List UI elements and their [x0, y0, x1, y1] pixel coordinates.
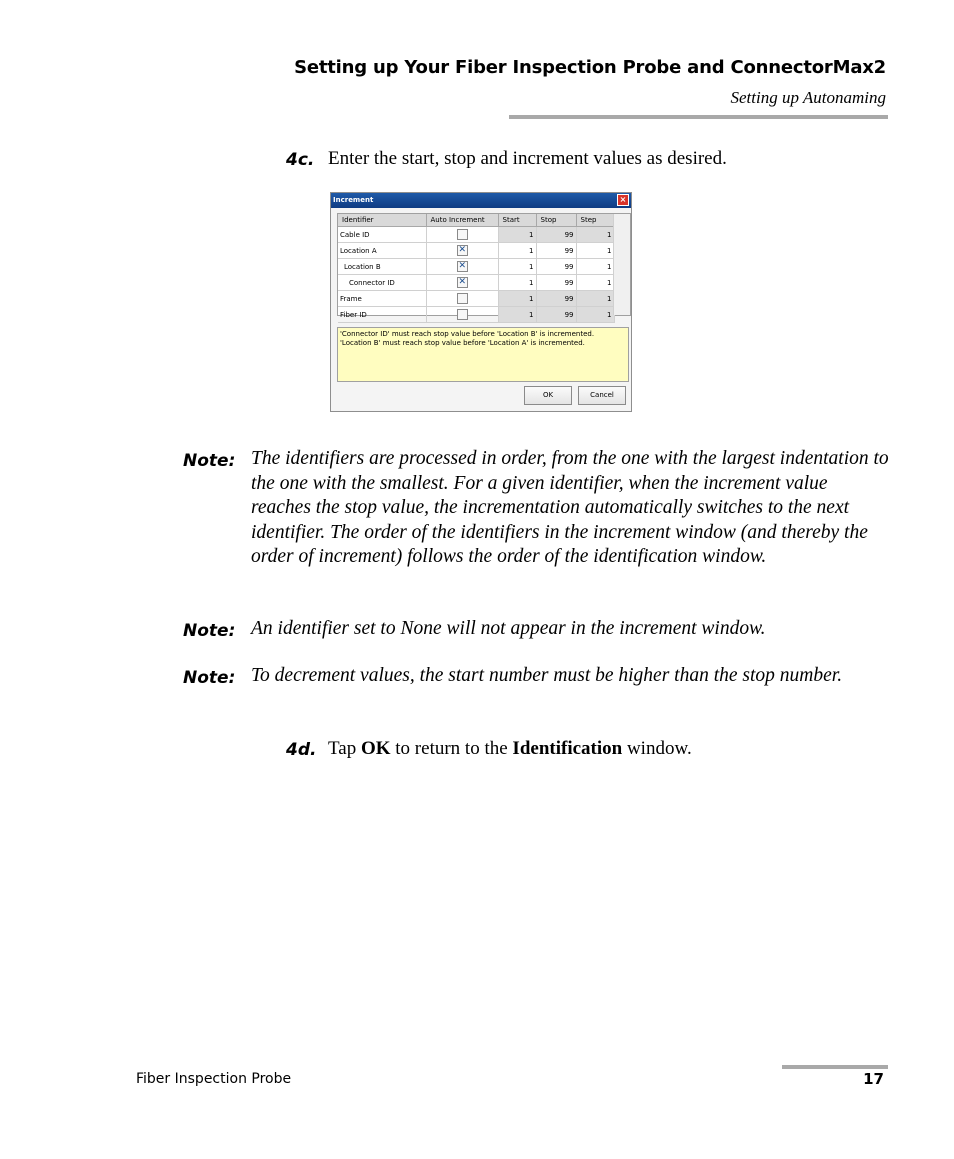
auto-increment-cell — [426, 307, 498, 323]
auto-increment-cell — [426, 259, 498, 275]
step-cell: 1 — [576, 227, 614, 243]
identifier-cell: Location B — [338, 259, 426, 275]
running-header-title: Setting up Your Fiber Inspection Probe and ConnectorMax2 — [294, 57, 886, 78]
step-cell[interactable]: 1 — [576, 275, 614, 291]
note-text: To decrement values, the start number must be higher than the stop number. — [251, 665, 843, 686]
col-header-start: Start — [498, 214, 536, 227]
table-row — [338, 243, 614, 259]
start-cell: 1 — [498, 307, 536, 323]
stop-cell: 99 — [536, 291, 576, 307]
step-cell[interactable]: 1 — [576, 243, 614, 259]
table-row — [338, 227, 614, 243]
stop-cell[interactable]: 99 — [536, 259, 576, 275]
auto-increment-checkbox[interactable] — [457, 229, 468, 240]
step-text-4c: Enter the start, stop and increment values as desired. — [328, 148, 727, 169]
col-header-step: Step — [576, 214, 614, 227]
col-header-auto-increment: Auto Increment — [426, 214, 498, 227]
stop-cell: 99 — [536, 307, 576, 323]
step-cell: 1 — [576, 291, 614, 307]
table-header-row — [338, 214, 614, 227]
table-row — [338, 307, 614, 323]
increment-grid — [337, 213, 631, 319]
step-4d-text-part: Tap — [328, 738, 361, 759]
identifier-cell: Location A — [338, 243, 426, 259]
identifier-cell: Connector ID — [338, 275, 426, 291]
auto-increment-checkbox[interactable] — [457, 277, 468, 288]
start-cell[interactable]: 1 — [498, 259, 536, 275]
dialog-title: Increment — [331, 193, 631, 208]
message-line-1: 'Connector ID' must reach stop value before 'Location B' is incremented. — [340, 330, 595, 338]
footer-rule — [782, 1065, 888, 1069]
auto-increment-checkbox[interactable] — [457, 309, 468, 320]
stop-cell: 99 — [536, 227, 576, 243]
stop-cell[interactable]: 99 — [536, 275, 576, 291]
grid-scroll-area[interactable] — [613, 214, 630, 315]
auto-increment-checkbox[interactable] — [457, 293, 468, 304]
message-line-2: 'Location B' must reach stop value before 'Location A' is incremented. — [340, 339, 585, 347]
step-cell[interactable]: 1 — [576, 259, 614, 275]
step-number-4d: 4d. — [286, 740, 317, 760]
identifier-cell: Fiber ID — [338, 307, 426, 323]
identifier-cell: Frame — [338, 291, 426, 307]
start-cell[interactable]: 1 — [498, 275, 536, 291]
start-cell: 1 — [498, 227, 536, 243]
note-text: An identifier set to None will not appear in the increment window. — [251, 618, 766, 639]
increment-dialog — [330, 192, 632, 412]
col-header-stop: Stop — [536, 214, 576, 227]
cancel-button[interactable]: Cancel — [578, 386, 626, 405]
increment-order-message — [337, 327, 629, 382]
auto-increment-cell — [426, 291, 498, 307]
start-cell[interactable]: 1 — [498, 243, 536, 259]
note-text: The identifiers are processed in order, from the one with the largest indentation to the one with the smallest. For a given identifier, when the increment value reaches the stop value, the incrementation automatically switches to the next identifier. The order of the identifiers in the increment window (and thereby the order of increment) follows the order of the identification window. — [251, 448, 889, 567]
auto-increment-checkbox[interactable] — [457, 261, 468, 272]
running-header-subtitle: Setting up Autonaming — [730, 88, 886, 107]
ok-keyword: OK — [360, 738, 391, 759]
auto-increment-checkbox[interactable] — [457, 245, 468, 256]
table-row — [338, 259, 614, 275]
note-label: Note: — [183, 621, 236, 641]
auto-increment-cell — [426, 275, 498, 291]
table-row — [338, 275, 614, 291]
identification-keyword: Identification — [512, 738, 623, 759]
step-4d-text-part: window. — [622, 738, 692, 759]
step-text-4d — [328, 738, 692, 760]
increment-table — [338, 214, 615, 323]
ok-button[interactable]: OK — [524, 386, 572, 405]
header-rule — [509, 115, 888, 119]
step-cell: 1 — [576, 307, 614, 323]
auto-increment-cell — [426, 243, 498, 259]
auto-increment-cell — [426, 227, 498, 243]
step-4d-text-part: to return to the — [390, 738, 513, 759]
page-number: 17 — [863, 1070, 884, 1088]
start-cell: 1 — [498, 291, 536, 307]
note-label: Note: — [183, 668, 236, 688]
table-row — [338, 291, 614, 307]
stop-cell[interactable]: 99 — [536, 243, 576, 259]
footer-title: Fiber Inspection Probe — [136, 1071, 292, 1087]
close-icon[interactable]: × — [617, 194, 629, 206]
step-number-4c: 4c. — [286, 150, 315, 170]
note-label: Note: — [183, 451, 236, 471]
identifier-cell: Cable ID — [338, 227, 426, 243]
col-header-identifier: Identifier — [338, 214, 426, 227]
